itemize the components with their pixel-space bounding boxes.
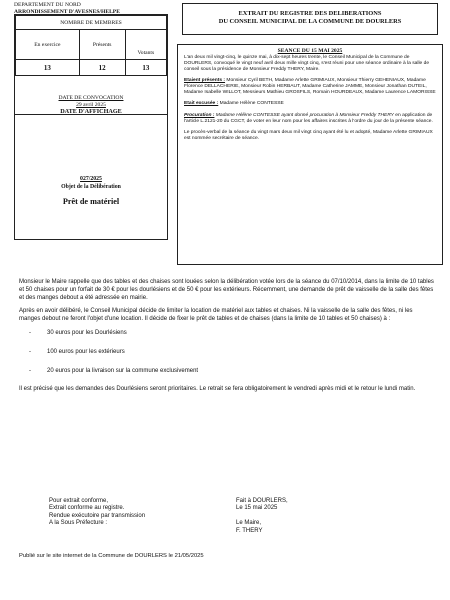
presents-list: Monsieur Cyril BETH, Madame Arlette GRIMIAUX, Monsieur Thierry GEHENIAUX, Madame Florence DELLACHERIE, Monsieur Robin HERBAUT, Madame Catherine JAMME, Monsieur Jonathan DUTEIL, Madame Isabelle WILLOT, Messieurs Mathieu GROSFILS, Romain HOURDEAUX, Madame Laurence LAMORISSE xyxy=(184,78,436,96)
department-label: DEPARTEMENT DU NORD xyxy=(14,2,81,8)
seance-box xyxy=(177,44,443,265)
list-item: - 20 euros pour la livraison sur la commune exclusivement xyxy=(19,368,435,376)
signature-role: Le Maire, xyxy=(236,520,262,527)
signature-left xyxy=(49,498,219,528)
members-header-presents: Présents xyxy=(79,30,125,60)
excuse-name: Madame Hélène CONTESSE xyxy=(218,101,284,107)
members-value-presents: 12 xyxy=(79,60,125,76)
procuration-label: Procuration : xyxy=(184,112,215,118)
seance-intro: L'an deux mil vingt-cinq, le quinze mai, à dix-sept heures trente, le Conseil Municipal de la Commune de DOURLERS, convoqué le vingt neuf avril deux mille vingt cinq, s'est réuni pour une séance ordinaire à la salle de conseil sous la présidence de Monsieur Freddy THERY, Maire. xyxy=(184,55,430,72)
extract-title-line1: EXTRAIT DU REGISTRE DES DELIBERATIONS xyxy=(238,10,382,17)
tariff-list xyxy=(19,330,435,375)
procuration-text: Madame Hélène CONTESSE ayant donné procuration à Monsieur Freddy THERY xyxy=(214,112,394,118)
deliberation-body xyxy=(19,279,435,400)
procuration-rest: en application de l'article L.2121-20 du CGCT, de voter en leur nom pour les affaires inscrites à l'ordre du jour de la présente séance. xyxy=(184,112,433,124)
seance-procuration xyxy=(184,113,436,125)
signature-left-line: A la Sous Préfecture : xyxy=(49,520,108,527)
signature-date: Le 15 mai 2025 xyxy=(236,505,278,512)
body-paragraph-1: Monsieur le Maire rappelle que des tables et des chaises sont louées selon la délibération votée lors de la séance du 07/10/2014, dans la limite de 10 tables et 50 chaises pour un forfait de 30 € pour les dourlésiens et de 50 € pour les extérieurs. Récemment, une demande de prêt de vaisselle de la salle des fêtes et des manges debout a été adressée en mairie. xyxy=(19,279,434,301)
list-item: - 30 euros pour les Dourlésiens xyxy=(19,330,435,338)
members-header-en-exercice: En exercice xyxy=(16,30,80,60)
convocation-label: DATE DE CONVOCATION xyxy=(58,95,124,101)
arrondissement-label: ARRONDISSEMENT D'AVESNES/HELPE xyxy=(14,8,120,15)
signature-left-line: Extrait conforme au registre. xyxy=(49,505,125,512)
divider xyxy=(15,114,167,115)
members-table xyxy=(15,15,167,76)
seance-title: SEANCE DU 15 MAI 2025 xyxy=(277,48,343,54)
signature-place: Fait à DOURLERS, xyxy=(236,498,288,504)
members-value-en-exercice: 13 xyxy=(16,60,80,76)
deliberation-object: Prêt de matériel xyxy=(62,197,120,206)
presents-label: Etaient présents : xyxy=(184,78,226,84)
extract-title-box xyxy=(182,3,438,35)
deliberation-object-label: Objet de la Délibération xyxy=(61,184,121,190)
seance-excuse xyxy=(184,101,436,107)
deliberation-number: 027/2025 xyxy=(80,176,102,182)
signature-left-line: Rendue exécutoire par transmission xyxy=(49,512,146,519)
convocation-date: 29 avril 2025 xyxy=(76,101,106,108)
deliberation-block xyxy=(15,175,167,208)
excuse-label: Etait excusée : xyxy=(184,101,219,107)
members-box xyxy=(14,14,168,240)
seance-pv: Le procès-verbal de la séance du vingt mars deux mil vingt cinq ayant été lu et adopté, Madame Arlette GRIMIAUX est nommée secrétaire de séance. xyxy=(184,130,433,142)
signature-right xyxy=(236,498,386,535)
members-title: NOMBRE DE MEMBRES xyxy=(16,16,167,30)
seance-presents xyxy=(184,78,436,96)
signature-left-line: Pour extrait conforme, xyxy=(49,498,109,504)
body-paragraph-3: Il est précisé que les demandes des Dourlésiens seront prioritaires. Le retrait se fera obligatoirement le vendredi après midi et le retour le lundi matin. xyxy=(19,386,416,393)
extract-title-line2: DU CONSEIL MUNICIPAL DE LA COMMUNE DE DOURLERS xyxy=(218,17,402,25)
publication-footer: Publié sur le site internet de la Commune de DOURLERS le 21/05/2025 xyxy=(19,553,204,559)
signature-spacer xyxy=(236,513,386,520)
convocation-block xyxy=(15,95,167,115)
members-value-votants: 13 xyxy=(125,60,166,76)
body-paragraph-2: Après en avoir délibéré, le Conseil Municipal décide de limiter la location de matériel aux tables et chaises. Ni la vaisselle de la salle des fêtes, ni les manges debout ne feront l'objet d'une location. Il décide de fixer le prêt de tables et de chaises (dans la limite de 10 tables et 50 chaises) à : xyxy=(19,308,413,323)
list-item: - 100 euros pour les extérieurs xyxy=(19,349,435,357)
signature-name: F. THERY xyxy=(236,527,263,534)
affichage-label: DATE D'AFFICHAGE xyxy=(60,108,122,115)
members-header-votants: Votants xyxy=(125,30,166,60)
